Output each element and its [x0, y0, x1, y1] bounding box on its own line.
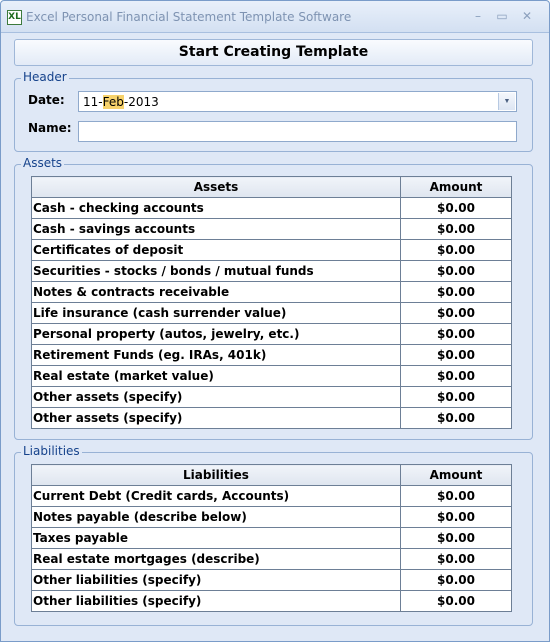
- table-row: [32, 324, 512, 345]
- excel-app-icon: XL: [7, 10, 22, 25]
- header-legend: Header: [23, 70, 67, 84]
- row-amount-cell[interactable]: $0.00: [401, 324, 512, 345]
- table-row: [32, 570, 512, 591]
- row-item-cell[interactable]: Life insurance (cash surrender value): [32, 303, 401, 324]
- row-amount-cell[interactable]: $0.00: [401, 303, 512, 324]
- table-row: [32, 528, 512, 549]
- row-amount-cell[interactable]: $0.00: [401, 591, 512, 612]
- row-item-cell[interactable]: Personal property (autos, jewelry, etc.): [32, 324, 401, 345]
- table-row: [32, 366, 512, 387]
- table-header-row: [32, 465, 512, 486]
- row-amount-cell[interactable]: $0.00: [401, 219, 512, 240]
- row-amount-cell[interactable]: $0.00: [401, 570, 512, 591]
- date-value[interactable]: [83, 95, 159, 109]
- row-amount-cell[interactable]: $0.00: [401, 528, 512, 549]
- table-row: [32, 345, 512, 366]
- row-item-cell[interactable]: Real estate mortgages (describe): [32, 549, 401, 570]
- table-row: [32, 507, 512, 528]
- column-header-amount: Amount: [401, 465, 512, 486]
- table-row: [32, 303, 512, 324]
- table-header-row: [32, 177, 512, 198]
- start-creating-template-button[interactable]: Start Creating Template: [14, 39, 533, 66]
- row-amount-cell[interactable]: $0.00: [401, 387, 512, 408]
- row-item-cell[interactable]: Notes payable (describe below): [32, 507, 401, 528]
- row-item-cell[interactable]: Other liabilities (specify): [32, 570, 401, 591]
- row-item-cell[interactable]: Current Debt (Credit cards, Accounts): [32, 486, 401, 507]
- title-bar[interactable]: [1, 1, 549, 33]
- name-input[interactable]: [78, 121, 517, 142]
- row-item-cell[interactable]: Other assets (specify): [32, 387, 401, 408]
- column-header-liabilities: Liabilities: [32, 465, 401, 486]
- window-title: Excel Personal Financial Statement Template Software: [26, 10, 352, 24]
- row-item-cell[interactable]: Certificates of deposit: [32, 240, 401, 261]
- table-row: [32, 198, 512, 219]
- row-amount-cell[interactable]: $0.00: [401, 345, 512, 366]
- close-button[interactable]: ✕: [521, 9, 533, 23]
- row-amount-cell[interactable]: $0.00: [401, 549, 512, 570]
- row-amount-cell[interactable]: $0.00: [401, 282, 512, 303]
- date-year: -2013: [123, 95, 159, 109]
- minimize-button[interactable]: –: [475, 9, 481, 23]
- table-row: [32, 549, 512, 570]
- row-item-cell[interactable]: Securities - stocks / bonds / mutual funds: [32, 261, 401, 282]
- row-amount-cell[interactable]: $0.00: [401, 507, 512, 528]
- date-day: 11-: [83, 95, 103, 109]
- liabilities-legend: Liabilities: [23, 444, 80, 458]
- row-amount-cell[interactable]: $0.00: [401, 198, 512, 219]
- row-item-cell[interactable]: Other liabilities (specify): [32, 591, 401, 612]
- name-label: Name:: [28, 121, 72, 135]
- row-item-cell[interactable]: Taxes payable: [32, 528, 401, 549]
- table-row: [32, 219, 512, 240]
- table-row: [32, 591, 512, 612]
- assets-legend: Assets: [23, 156, 63, 170]
- row-item-cell[interactable]: Cash - checking accounts: [32, 198, 401, 219]
- chevron-down-icon[interactable]: ▼: [498, 93, 515, 110]
- date-month-selected[interactable]: Feb: [102, 95, 124, 109]
- date-label: Date:: [28, 93, 65, 107]
- row-item-cell[interactable]: Other assets (specify): [32, 408, 401, 429]
- table-row: [32, 408, 512, 429]
- table-row: [32, 240, 512, 261]
- table-row: [32, 387, 512, 408]
- row-item-cell[interactable]: Retirement Funds (eg. IRAs, 401k): [32, 345, 401, 366]
- table-row: [32, 261, 512, 282]
- row-amount-cell[interactable]: $0.00: [401, 261, 512, 282]
- assets-table: [31, 176, 512, 429]
- row-item-cell[interactable]: Cash - savings accounts: [32, 219, 401, 240]
- maximize-button[interactable]: ▭: [496, 9, 508, 23]
- liabilities-table: [31, 464, 512, 612]
- row-item-cell[interactable]: Notes & contracts receivable: [32, 282, 401, 303]
- row-amount-cell[interactable]: $0.00: [401, 366, 512, 387]
- row-item-cell[interactable]: Real estate (market value): [32, 366, 401, 387]
- table-row: [32, 486, 512, 507]
- row-amount-cell[interactable]: $0.00: [401, 486, 512, 507]
- date-picker[interactable]: [78, 91, 517, 112]
- column-header-assets: Assets: [32, 177, 401, 198]
- column-header-amount: Amount: [401, 177, 512, 198]
- row-amount-cell[interactable]: $0.00: [401, 408, 512, 429]
- table-row: [32, 282, 512, 303]
- row-amount-cell[interactable]: $0.00: [401, 240, 512, 261]
